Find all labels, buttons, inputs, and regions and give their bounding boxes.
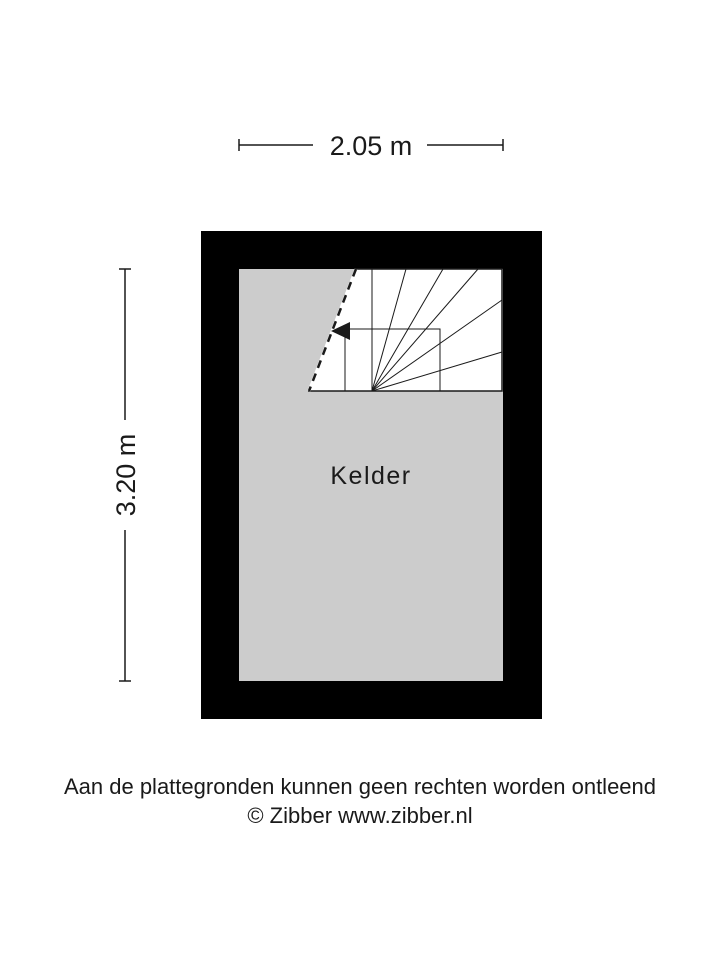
height-label: 3.20 m (111, 433, 141, 517)
room-label: Kelder (330, 462, 412, 490)
width-dimension (239, 131, 503, 161)
credit-text: © Zibber www.zibber.nl (247, 803, 473, 828)
height-dimension (111, 269, 141, 681)
width-label: 2.05 m (329, 131, 413, 161)
disclaimer-text: Aan de plattegronden kunnen geen rechten worden ontleend (63, 774, 657, 799)
